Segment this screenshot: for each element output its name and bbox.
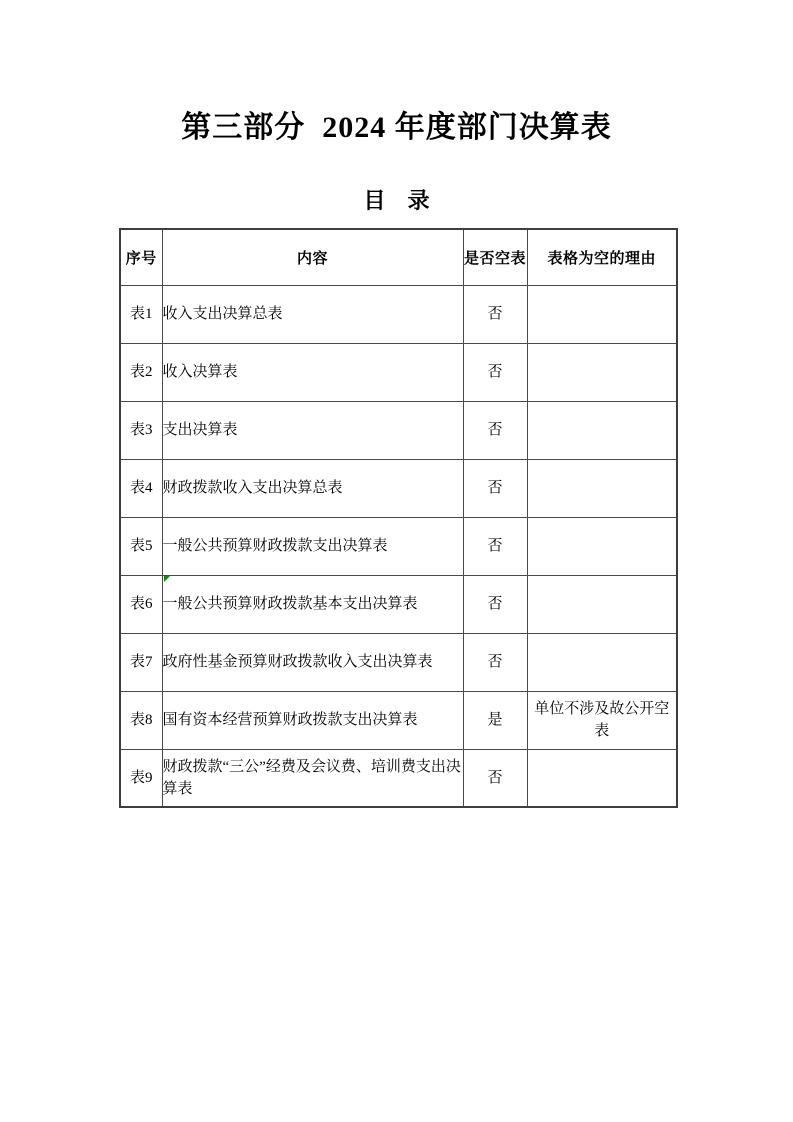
empty-flag-cell [463,691,527,749]
row-number-cell [120,343,162,401]
reason-cell [527,575,677,633]
table-row [120,343,677,401]
row-number-cell-text: 表7 [129,654,153,670]
empty-flag-cell-text: 是 [487,712,503,728]
row-number-cell [120,633,162,691]
toc-table [119,228,678,808]
row-number-cell [120,401,162,459]
content-cell [162,401,463,459]
reason-cell [527,691,677,749]
error-marker-triangle-icon [164,576,170,582]
row-number-cell-text: 表4 [129,480,153,496]
empty-flag-cell [463,575,527,633]
empty-flag-cell [463,343,527,401]
row-number-cell-text: 表9 [129,769,153,786]
content-cell [162,517,463,575]
empty-flag-cell-text: 否 [487,538,503,554]
row-number-cell-text: 表1 [129,306,153,322]
content-cell [162,575,463,633]
empty-flag-cell [463,517,527,575]
content-cell-text: 支出决算表 [162,422,238,438]
row-number-cell [120,691,162,749]
reason-cell [527,459,677,517]
content-cell [162,749,463,807]
content-cell-text: 财政拨款“三公”经费及会议费、培训费支出决算表 [162,758,461,797]
row-number-cell-text: 表3 [129,422,153,438]
toc-header-row [120,229,677,285]
content-cell-text: 一般公共预算财政拨款支出决算表 [162,538,388,554]
row-number-cell-text: 表2 [129,364,153,380]
content-cell [162,691,463,749]
table-row [120,575,677,633]
reason-cell [527,285,677,343]
empty-flag-cell-text: 否 [487,480,503,496]
row-number-cell [120,285,162,343]
table-row [120,285,677,343]
reason-cell [527,343,677,401]
row-number-cell-text: 表8 [129,712,153,728]
row-number-cell [120,517,162,575]
empty-flag-cell-text: 否 [487,306,503,322]
page-subtitle: 目 录 [363,188,430,213]
empty-flag-cell-text: 否 [487,596,503,612]
empty-flag-cell [463,285,527,343]
table-row [120,401,677,459]
table-row [120,459,677,517]
row-number-cell [120,749,162,807]
empty-flag-cell-text: 否 [487,654,503,670]
row-number-cell [120,575,162,633]
content-cell-text: 收入支出决算总表 [162,306,283,322]
empty-flag-cell-text: 否 [487,769,503,786]
content-cell [162,343,463,401]
header-cell-number: 序号 [120,229,162,285]
row-number-cell-text: 表5 [129,538,153,554]
reason-cell-text: 单位不涉及故公开空表 [534,701,670,739]
content-cell-text: 财政拨款收入支出决算总表 [162,480,343,496]
reason-cell [527,401,677,459]
content-cell-text: 国有资本经营预算财政拨款支出决算表 [162,712,418,728]
content-cell [162,285,463,343]
table-row [120,517,677,575]
content-cell [162,633,463,691]
header-cell-content: 内容 [162,229,463,285]
content-cell-text: 政府性基金预算财政拨款收入支出决算表 [162,654,433,670]
content-cell-text: 一般公共预算财政拨款基本支出决算表 [162,596,418,612]
empty-flag-cell [463,749,527,807]
empty-flag-cell [463,633,527,691]
empty-flag-cell [463,401,527,459]
table-row [120,633,677,691]
reason-cell [527,517,677,575]
header-cell-reason: 表格为空的理由 [527,229,677,285]
empty-flag-cell-text: 否 [487,364,503,380]
empty-flag-cell [463,459,527,517]
row-number-cell-text: 表6 [129,596,153,612]
reason-cell [527,749,677,807]
empty-flag-cell-text: 否 [487,422,503,438]
content-cell [162,459,463,517]
header-cell-is-empty: 是否空表 [463,229,527,285]
reason-cell [527,633,677,691]
row-number-cell [120,459,162,517]
table-row [120,749,677,807]
content-cell-text: 收入决算表 [162,364,238,380]
page-title: 第三部分 2024 年度部门决算表 [181,111,612,144]
table-row [120,691,677,749]
